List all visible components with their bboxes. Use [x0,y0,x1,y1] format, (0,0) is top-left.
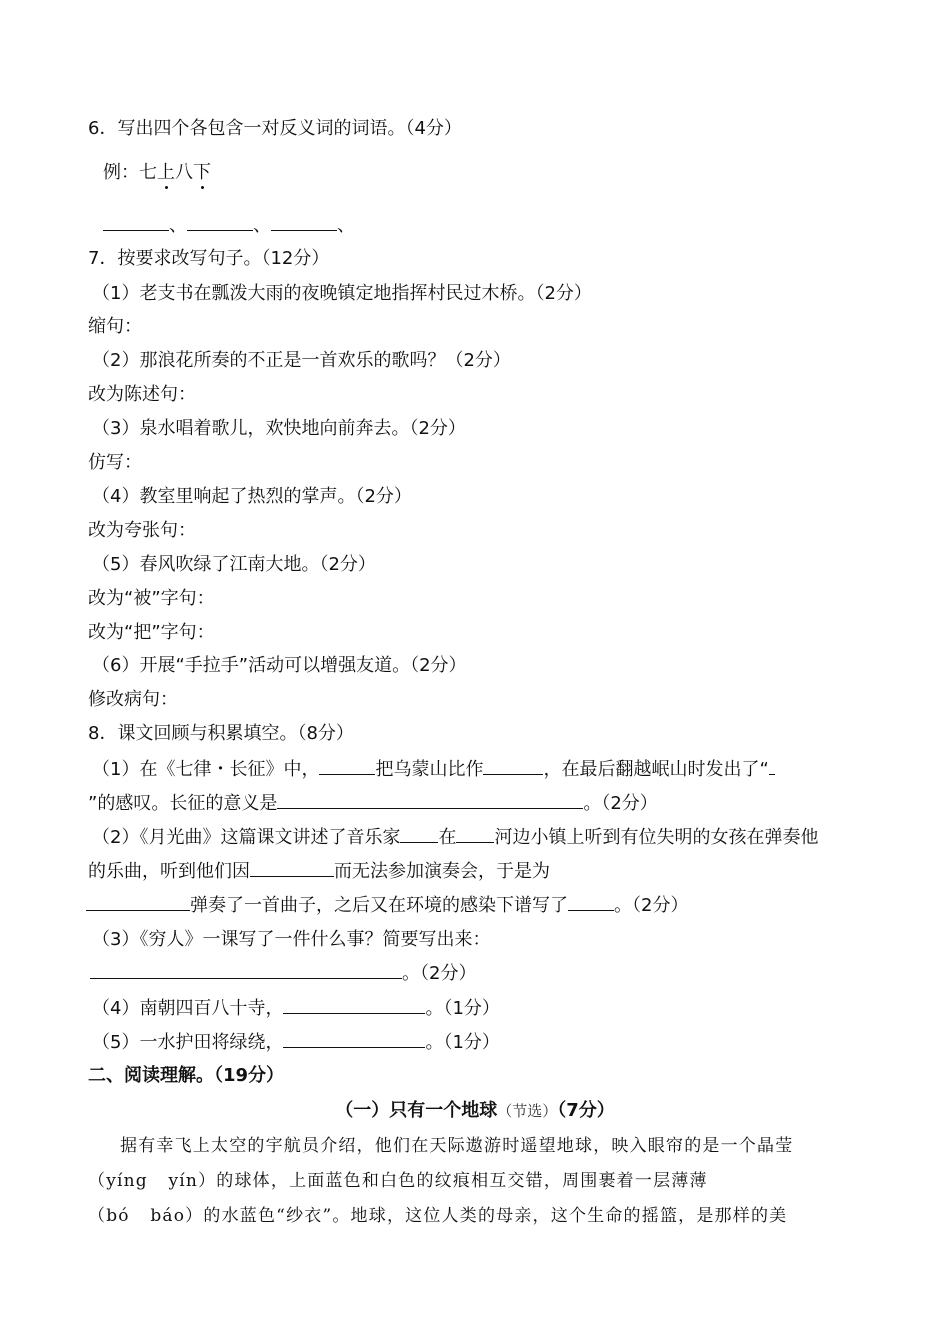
q6-example-label: 例： [103,162,139,183]
q6-blank-1[interactable] [103,212,169,231]
q7-task-2: 改为陈述句： [88,384,196,405]
q8-item-1-text: 把乌蒙山比作 [375,759,484,780]
q7-task-5b: 改为“把”字句： [88,622,215,643]
q8-blank[interactable] [250,858,334,877]
passage-line-3: （bó báo）的水蓝色“纱衣”。地球，这位人类的母亲，这个生命的摇篮，是那样的美 [88,1206,788,1226]
q8-item-3: （3）《穷人》一课写了一件什么事？简要写出来： [92,929,491,950]
passage-line-2: （yíng yín）的球体，上面蓝色和白色的纹痕相互交错，周围裹着一层薄薄 [88,1171,708,1191]
q6-title: 6．写出四个各包含一对反义词的词语。（4分） [88,118,462,139]
q8-item-2-cont [88,858,550,885]
q8-item-5-text: （5）一水护田将绿绕， [92,1032,284,1053]
q8-item-1-text: ，在最后翻越岷山时发出了“ [543,759,769,780]
q8-blank[interactable] [283,995,425,1014]
q8-title: 8．课文回顾与积累填空。（8分） [88,723,354,744]
q8-blank[interactable] [319,756,375,775]
q8-item-2-text: 的乐曲，听到他们因 [88,861,250,882]
q8-blank[interactable] [283,1029,425,1048]
q8-item-2-text: （2）《月光曲》这篇课文讲述了音乐家 [92,827,401,848]
q7-task-3: 仿写： [88,452,142,473]
passage-line-1: 据有幸飞上太空的宇航员介绍，他们在天际遨游时遥望地球，映入眼帘的是一个晶莹 [120,1136,794,1156]
q6-example-char: 八 [175,162,193,183]
q8-item-1-text: （1）在《七律・长征》中， [92,759,320,780]
passage-score: （7分） [557,1100,615,1121]
q8-blank[interactable] [400,824,438,843]
q6-sep: 、 [337,215,355,236]
q8-item-2-text: 在 [438,827,457,848]
q6-example-char-dotted: 上 [157,162,175,183]
q8-item-4-text: 。（1分） [425,998,500,1019]
q8-blank[interactable] [277,790,583,809]
q8-item-2 [92,824,818,851]
q6-sep: 、 [253,215,271,236]
q6-sep: 、 [169,215,187,236]
q8-item-1-text: ”的感叹。长征的意义是 [88,793,278,814]
q8-blank[interactable] [86,892,190,911]
q8-blank[interactable] [90,960,402,979]
q7-sentence-1: （1）老支书在瓢泼大雨的夜晚镇定地指挥村民过木桥。（2分） [92,283,592,304]
passage-heading [0,1098,950,1124]
q8-item-3-text: 。（2分） [402,963,477,984]
q7-sentence-5: （5）春风吹绿了江南大地。（2分） [92,554,376,575]
q8-blank[interactable] [769,756,775,775]
q6-blank-3[interactable] [271,212,337,231]
q8-item-4 [92,995,500,1022]
q6-example [103,160,211,186]
q6-answer-row [103,212,355,239]
q7-sentence-4: （4）教室里响起了热烈的掌声。（2分） [92,486,412,507]
q8-item-5-text: 。（1分） [425,1032,500,1053]
q7-title: 7．按要求改写句子。（12分） [88,248,330,269]
passage-title: （一）只有一个地球 [335,1100,498,1121]
q7-task-6: 修改病句： [88,689,178,710]
q8-item-2-cont2 [86,892,688,919]
q8-item-1 [92,756,775,783]
section-2-title: 二、阅读理解。（19分） [88,1065,285,1086]
q8-item-4-text: （4）南朝四百八十寺， [92,998,284,1019]
q8-item-2-text: 。（2分） [614,895,689,916]
q6-example-char-dotted: 下 [193,162,211,183]
q8-blank[interactable] [568,892,614,911]
q8-item-5 [92,1029,500,1056]
q8-blank[interactable] [456,824,494,843]
q8-blank[interactable] [483,756,543,775]
q6-blank-2[interactable] [187,212,253,231]
q7-sentence-3: （3）泉水唱着歌儿，欢快地向前奔去。（2分） [92,418,466,439]
q8-item-1-cont [88,790,658,817]
q7-sentence-6: （6）开展“手拉手”活动可以增强友道。（2分） [92,655,467,676]
q8-item-2-text: 而无法参加演奏会，于是为 [334,861,550,882]
q8-item-1-text: 。（2分） [583,793,658,814]
q7-task-5a: 改为“被”字句： [88,588,215,609]
q7-sentence-2: （2）那浪花所奏的不正是一首欢乐的歌吗？（2分） [92,350,511,371]
q7-task-1: 缩句： [88,316,142,337]
q8-item-2-text: 弹奏了一首曲子，之后又在环境的感染下谱写了 [190,895,568,916]
q8-item-2-text: 河边小镇上听到有位失明的女孩在弹奏他 [494,827,819,848]
q6-example-char: 七 [139,162,157,183]
q8-item-3-answer [90,960,476,987]
q7-task-4: 改为夸张句： [88,520,196,541]
passage-note: （节选） [497,1102,558,1120]
